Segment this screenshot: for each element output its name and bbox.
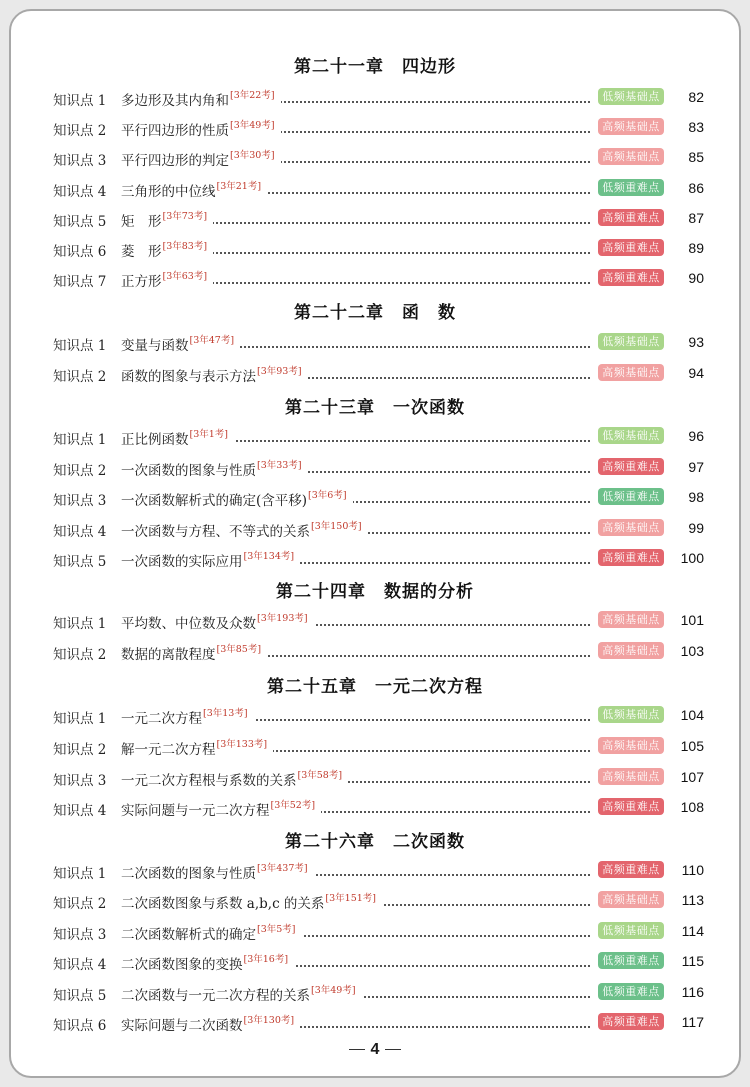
entry-title-wrap bbox=[121, 240, 213, 260]
page-ref: 107 bbox=[680, 768, 704, 785]
entry-title-wrap bbox=[121, 89, 281, 109]
knowledge-point-label: 知识点 2 bbox=[53, 647, 107, 663]
chapter-title: 第二十六章 二次函数 bbox=[285, 832, 465, 852]
exam-count: [3年5考] bbox=[257, 923, 296, 935]
knowledge-point-label: 知识点 3 bbox=[53, 493, 107, 509]
entry-title-wrap bbox=[121, 923, 302, 943]
toc-entry[interactable] bbox=[0, 704, 750, 728]
entry-title-wrap bbox=[121, 119, 281, 139]
entry-title: 实际问题与二次函数 bbox=[121, 1018, 243, 1034]
toc-entry[interactable] bbox=[0, 547, 750, 571]
chapter-title: 第二十五章 一元二次方程 bbox=[267, 677, 483, 697]
knowledge-point-label: 知识点 1 bbox=[53, 711, 107, 727]
entry-title: 二次函数的图象与性质 bbox=[121, 866, 256, 882]
exam-count: [3年83考] bbox=[162, 241, 208, 252]
entry-title-wrap bbox=[121, 984, 362, 1004]
page-ref: 85 bbox=[688, 149, 704, 166]
toc-entry[interactable] bbox=[0, 177, 750, 201]
toc-entry[interactable] bbox=[0, 267, 750, 291]
page-ref: 113 bbox=[681, 892, 704, 909]
entry-title-wrap bbox=[121, 459, 308, 479]
exam-count: [3年33考] bbox=[257, 459, 302, 471]
page-ref: 114 bbox=[681, 922, 704, 939]
exam-count: [3年16考] bbox=[243, 954, 289, 966]
frequency-badge: 高频基础点 bbox=[598, 519, 664, 536]
exam-count: [3年49考] bbox=[311, 984, 356, 996]
frequency-badge: 高频重难点 bbox=[598, 239, 664, 256]
frequency-badge: 高频重难点 bbox=[598, 1013, 664, 1030]
toc-entry[interactable] bbox=[0, 735, 750, 759]
page-ref: 89 bbox=[688, 240, 704, 256]
knowledge-point-label: 知识点 1 bbox=[53, 866, 107, 882]
frequency-badge: 高频重难点 bbox=[598, 861, 664, 878]
exam-count: [3年30考] bbox=[230, 150, 275, 162]
page-ref: 97 bbox=[688, 458, 704, 475]
entry-title: 一次函数解析式的确定(含平移) bbox=[121, 493, 308, 509]
entry-title-wrap bbox=[121, 799, 321, 819]
exam-count: [3年133考] bbox=[216, 738, 268, 750]
page-ref: 96 bbox=[688, 428, 704, 444]
entry-title: 一元二次方程 bbox=[121, 711, 202, 727]
knowledge-point-label: 知识点 5 bbox=[53, 554, 107, 570]
toc-entry[interactable] bbox=[0, 86, 750, 110]
entry-title-wrap bbox=[121, 180, 267, 200]
toc-entry[interactable] bbox=[0, 362, 750, 386]
frequency-badge: 高频重难点 bbox=[598, 209, 664, 226]
exam-count: [3年130考] bbox=[243, 1015, 295, 1026]
frequency-badge: 高频基础点 bbox=[598, 768, 664, 785]
toc-entry[interactable] bbox=[0, 517, 750, 541]
knowledge-point-label: 知识点 4 bbox=[53, 523, 107, 540]
entry-title: 一次函数的图象与性质 bbox=[121, 462, 256, 479]
frequency-badge: 高频基础点 bbox=[598, 737, 664, 754]
page-ref: 104 bbox=[680, 707, 704, 723]
frequency-badge: 高频基础点 bbox=[598, 364, 664, 381]
frequency-badge: 低频基础点 bbox=[598, 922, 664, 939]
exam-count: [3年134考] bbox=[243, 551, 295, 562]
toc-entry[interactable] bbox=[0, 981, 750, 1005]
footer-dash-left bbox=[349, 1049, 365, 1050]
knowledge-point-label: 知识点 1 bbox=[53, 338, 107, 354]
toc-entry[interactable] bbox=[0, 456, 750, 480]
knowledge-point-label: 知识点 5 bbox=[53, 987, 107, 1004]
page-ref: 105 bbox=[680, 737, 704, 754]
exam-count: [3年52考] bbox=[270, 800, 316, 812]
page-number: 4 bbox=[370, 1041, 380, 1058]
frequency-badge: 高频基础点 bbox=[598, 642, 664, 659]
toc-entry[interactable] bbox=[0, 237, 750, 261]
entry-title: 平行四边形的判定 bbox=[121, 153, 229, 170]
page-ref: 86 bbox=[688, 179, 704, 196]
knowledge-point-label: 知识点 3 bbox=[53, 153, 107, 170]
toc-entry[interactable] bbox=[0, 950, 750, 974]
knowledge-point-label: 知识点 3 bbox=[53, 926, 107, 943]
page-ref: 108 bbox=[680, 799, 704, 816]
exam-count: [3年49考] bbox=[230, 120, 275, 132]
chapter-title: 第二十二章 函 数 bbox=[294, 303, 456, 323]
exam-count: [3年63考] bbox=[162, 271, 208, 283]
frequency-badge: 高频重难点 bbox=[598, 549, 664, 566]
entry-title: 变量与函数 bbox=[121, 338, 189, 354]
toc-entry[interactable] bbox=[0, 766, 750, 790]
page-ref: 116 bbox=[681, 983, 704, 1000]
exam-count: [3年21考] bbox=[216, 180, 262, 192]
frequency-badge: 低频重难点 bbox=[598, 179, 664, 196]
frequency-badge: 高频重难点 bbox=[598, 798, 664, 815]
entry-title-wrap bbox=[121, 334, 240, 354]
exam-count: [3年58考] bbox=[297, 769, 343, 781]
frequency-badge: 高频基础点 bbox=[598, 118, 664, 135]
knowledge-point-label: 知识点 2 bbox=[53, 369, 107, 385]
entry-title-wrap bbox=[121, 489, 353, 509]
knowledge-point-label: 知识点 4 bbox=[53, 957, 107, 974]
knowledge-point-label: 知识点 4 bbox=[53, 183, 107, 200]
toc-entry[interactable] bbox=[0, 486, 750, 510]
entry-title: 二次函数与一元二次方程的关系 bbox=[121, 987, 310, 1004]
page-ref: 82 bbox=[688, 89, 704, 105]
toc-entry[interactable] bbox=[0, 609, 750, 633]
toc-entry[interactable] bbox=[0, 920, 750, 944]
entry-title: 正方形 bbox=[121, 274, 162, 291]
knowledge-point-label: 知识点 2 bbox=[53, 896, 107, 913]
page-footer bbox=[0, 1041, 750, 1059]
entry-title: 矩 形 bbox=[121, 213, 162, 230]
entry-title: 解一元二次方程 bbox=[121, 741, 216, 758]
entry-title: 平行四边形的性质 bbox=[121, 123, 229, 140]
entry-title: 二次函数解析式的确定 bbox=[121, 926, 256, 943]
toc-entry[interactable] bbox=[0, 146, 750, 170]
exam-count: [3年13考] bbox=[203, 708, 248, 719]
page-ref: 83 bbox=[688, 119, 704, 136]
entry-title: 数据的离散程度 bbox=[121, 647, 216, 663]
knowledge-point-label: 知识点 2 bbox=[53, 462, 107, 479]
page-ref: 87 bbox=[688, 209, 704, 226]
entry-title: 一次函数与方程、不等式的关系 bbox=[121, 523, 310, 540]
toc-entry[interactable] bbox=[0, 796, 750, 820]
frequency-badge: 高频基础点 bbox=[598, 891, 664, 908]
knowledge-point-label: 知识点 5 bbox=[53, 213, 107, 230]
page-ref: 99 bbox=[688, 519, 704, 536]
chapter-title: 第二十三章 一次函数 bbox=[285, 398, 465, 418]
knowledge-point-label: 知识点 1 bbox=[53, 93, 107, 109]
page-ref: 110 bbox=[681, 862, 704, 878]
toc-entry[interactable] bbox=[0, 889, 750, 913]
entry-title: 一元二次方程根与系数的关系 bbox=[121, 772, 297, 789]
page-ref: 115 bbox=[681, 953, 704, 970]
entry-title-wrap bbox=[121, 643, 267, 663]
frequency-badge: 低频重难点 bbox=[598, 952, 664, 969]
entry-title: 函数的图象与表示方法 bbox=[121, 369, 256, 385]
entry-title: 一次函数的实际应用 bbox=[121, 554, 243, 570]
entry-title-wrap bbox=[121, 953, 294, 973]
exam-count: [3年437考] bbox=[257, 863, 308, 874]
entry-title: 正比例函数 bbox=[121, 432, 189, 448]
entry-title: 三角形的中位线 bbox=[121, 183, 216, 200]
toc-entry[interactable] bbox=[0, 207, 750, 231]
exam-count: [3年47考] bbox=[189, 335, 235, 346]
page-ref: 94 bbox=[688, 365, 704, 381]
entry-title: 菱 形 bbox=[121, 244, 162, 260]
entry-title-wrap bbox=[121, 428, 234, 448]
frequency-badge: 低频基础点 bbox=[598, 427, 664, 444]
entry-title-wrap bbox=[121, 612, 314, 632]
exam-count: [3年150考] bbox=[311, 520, 362, 532]
page-ref: 98 bbox=[688, 489, 704, 505]
page-ref: 100 bbox=[680, 550, 704, 566]
frequency-badge: 高频基础点 bbox=[598, 611, 664, 628]
toc-entry[interactable] bbox=[0, 116, 750, 140]
entry-title-wrap bbox=[121, 210, 213, 230]
entry-title: 二次函数图象的变换 bbox=[121, 957, 243, 974]
entry-title-wrap bbox=[121, 149, 281, 169]
page-ref: 93 bbox=[688, 334, 704, 350]
toc-entry[interactable] bbox=[0, 1011, 750, 1035]
toc-entry[interactable] bbox=[0, 859, 750, 883]
frequency-badge: 低频基础点 bbox=[598, 706, 664, 723]
entry-title-wrap bbox=[121, 520, 368, 540]
footer-dash-right bbox=[385, 1049, 401, 1050]
entry-title-wrap bbox=[121, 270, 213, 290]
entry-title: 平均数、中位数及众数 bbox=[121, 616, 256, 632]
frequency-badge: 低频重难点 bbox=[598, 488, 664, 505]
exam-count: [3年22考] bbox=[230, 90, 275, 101]
frequency-badge: 高频重难点 bbox=[598, 269, 664, 286]
entry-title-wrap bbox=[121, 1014, 300, 1034]
entry-title: 实际问题与一元二次方程 bbox=[121, 803, 270, 820]
knowledge-point-label: 知识点 3 bbox=[53, 772, 107, 789]
entry-title: 二次函数图象与系数 a,b,c 的关系 bbox=[121, 896, 325, 913]
knowledge-point-label: 知识点 1 bbox=[53, 432, 107, 448]
frequency-badge: 低频重难点 bbox=[598, 983, 664, 1000]
page-ref: 117 bbox=[681, 1014, 704, 1030]
exam-count: [3年85考] bbox=[216, 644, 262, 655]
knowledge-point-label: 知识点 7 bbox=[53, 274, 107, 291]
frequency-badge: 低频基础点 bbox=[598, 333, 664, 350]
exam-count: [3年193考] bbox=[257, 613, 308, 624]
entry-title-wrap bbox=[121, 738, 273, 758]
knowledge-point-label: 知识点 2 bbox=[53, 123, 107, 140]
knowledge-point-label: 知识点 6 bbox=[53, 1018, 107, 1034]
page-ref: 90 bbox=[688, 270, 704, 287]
exam-count: [3年93考] bbox=[257, 366, 302, 377]
knowledge-point-label: 知识点 1 bbox=[53, 616, 107, 632]
entry-title-wrap bbox=[121, 707, 254, 727]
entry-title-wrap bbox=[121, 769, 348, 789]
toc-entry[interactable] bbox=[0, 425, 750, 449]
knowledge-point-label: 知识点 2 bbox=[53, 741, 107, 758]
knowledge-point-label: 知识点 4 bbox=[53, 803, 107, 820]
exam-count: [3年73考] bbox=[162, 210, 208, 222]
knowledge-point-label: 知识点 6 bbox=[53, 244, 107, 260]
entry-title-wrap bbox=[121, 862, 314, 882]
toc-entry[interactable] bbox=[0, 640, 750, 664]
chapter-title: 第二十一章 四边形 bbox=[294, 57, 456, 77]
frequency-badge: 高频重难点 bbox=[598, 458, 664, 475]
entry-title: 多边形及其内角和 bbox=[121, 93, 229, 109]
exam-count: [3年6考] bbox=[308, 490, 347, 501]
exam-count: [3年151考] bbox=[325, 893, 377, 905]
entry-title-wrap bbox=[121, 550, 300, 570]
page-ref: 101 bbox=[680, 612, 704, 628]
chapter-title: 第二十四章 数据的分析 bbox=[276, 582, 474, 602]
page-ref: 103 bbox=[680, 643, 704, 659]
toc-entry[interactable] bbox=[0, 331, 750, 355]
entry-title-wrap bbox=[121, 892, 382, 912]
exam-count: [3年1考] bbox=[189, 429, 229, 440]
frequency-badge: 低频基础点 bbox=[598, 88, 664, 105]
entry-title-wrap bbox=[121, 365, 308, 385]
frequency-badge: 高频基础点 bbox=[598, 148, 664, 165]
